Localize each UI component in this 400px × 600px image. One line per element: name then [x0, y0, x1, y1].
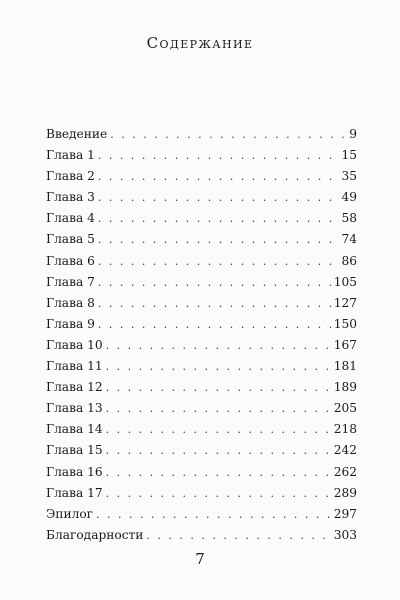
toc-entry-label: Глава 4 [46, 211, 95, 226]
toc-leader-dots [146, 525, 330, 546]
toc-entry [46, 166, 357, 187]
toc-entry-page: 189 [333, 380, 357, 395]
toc-entry-label: Глава 6 [46, 253, 95, 268]
toc-entry [46, 124, 357, 145]
toc-entry [46, 440, 357, 461]
toc-leader-dots [106, 398, 331, 419]
toc-leader-dots [98, 145, 339, 166]
toc-entry [46, 377, 357, 398]
toc-leader-dots [98, 272, 331, 293]
toc-leader-dots [98, 251, 339, 272]
toc-entry-page: 9 [349, 127, 357, 141]
toc-entry-page: 205 [333, 401, 357, 416]
toc-leader-dots [106, 440, 331, 461]
toc-entry-label: Глава 2 [46, 169, 95, 184]
toc-entry-page: 127 [333, 295, 357, 310]
toc-entry-label: Глава 10 [46, 337, 103, 352]
toc-entry-label: Введение [46, 127, 108, 141]
toc-entry [46, 272, 357, 293]
toc-entry-page: 86 [341, 253, 357, 268]
toc-entry-label: Глава 17 [46, 485, 103, 500]
toc-entry-page: 15 [341, 148, 357, 163]
toc-entry [46, 251, 357, 272]
toc-entry-page: 218 [333, 422, 357, 437]
toc-entry-label: Благодарности [46, 527, 144, 542]
toc-entry-label: Глава 11 [46, 359, 103, 374]
toc-entry [46, 293, 357, 314]
toc-entry [46, 462, 357, 483]
toc-entry-page: 105 [333, 274, 357, 289]
toc-leader-dots [98, 166, 339, 187]
toc-entry-label: Глава 16 [46, 464, 103, 479]
toc-entry-label: Глава 7 [46, 274, 95, 289]
toc-entry-label: Глава 14 [46, 422, 103, 437]
toc-entry-page: 289 [333, 485, 357, 500]
toc-entry [46, 145, 357, 166]
toc-entry-page: 297 [333, 506, 357, 521]
toc-entry-page: 167 [333, 337, 357, 352]
toc-leader-dots [110, 124, 346, 145]
toc-entry-page: 262 [333, 464, 357, 479]
page-number: 7 [195, 550, 205, 568]
toc-entry-page: 181 [333, 359, 357, 374]
toc-entry-label: Глава 12 [46, 380, 103, 395]
toc-entry-page: 58 [341, 211, 357, 226]
toc-entry [46, 504, 357, 525]
toc-entry [46, 525, 357, 546]
toc-leader-dots [106, 356, 331, 377]
toc-entry-page: 35 [341, 169, 357, 184]
toc-entry [46, 356, 357, 377]
toc-entry-page: 49 [341, 190, 357, 205]
toc-leader-dots [98, 293, 331, 314]
toc-entry [46, 419, 357, 440]
toc-entry-label: Глава 1 [46, 148, 95, 163]
toc-entry-label: Эпилог [46, 506, 94, 521]
toc-entry [46, 398, 357, 419]
toc-entry-page: 303 [333, 527, 357, 542]
table-of-contents [46, 124, 357, 546]
toc-leader-dots [98, 229, 339, 250]
toc-entry-page: 150 [333, 316, 357, 331]
toc-entry [46, 314, 357, 335]
toc-leader-dots [96, 504, 331, 525]
toc-entry [46, 208, 357, 229]
toc-entry [46, 187, 357, 208]
toc-leader-dots [106, 335, 331, 356]
toc-leader-dots [106, 483, 331, 504]
toc-leader-dots [98, 187, 339, 208]
toc-entry-page: 74 [341, 232, 357, 247]
toc-entry-label: Глава 9 [46, 316, 95, 331]
toc-entry-label: Глава 15 [46, 443, 103, 458]
toc-entry [46, 229, 357, 250]
toc-leader-dots [98, 208, 339, 229]
toc-leader-dots [106, 377, 331, 398]
toc-entry-label: Глава 3 [46, 190, 95, 205]
toc-entry [46, 335, 357, 356]
toc-entry-label: Глава 8 [46, 295, 95, 310]
toc-leader-dots [106, 462, 331, 483]
toc-entry [46, 483, 357, 504]
toc-entry-label: Глава 13 [46, 401, 103, 416]
toc-entry-label: Глава 5 [46, 232, 95, 247]
toc-leader-dots [106, 419, 331, 440]
page-title: Содержание [146, 34, 254, 52]
toc-leader-dots [98, 314, 331, 335]
toc-entry-page: 242 [333, 443, 357, 458]
